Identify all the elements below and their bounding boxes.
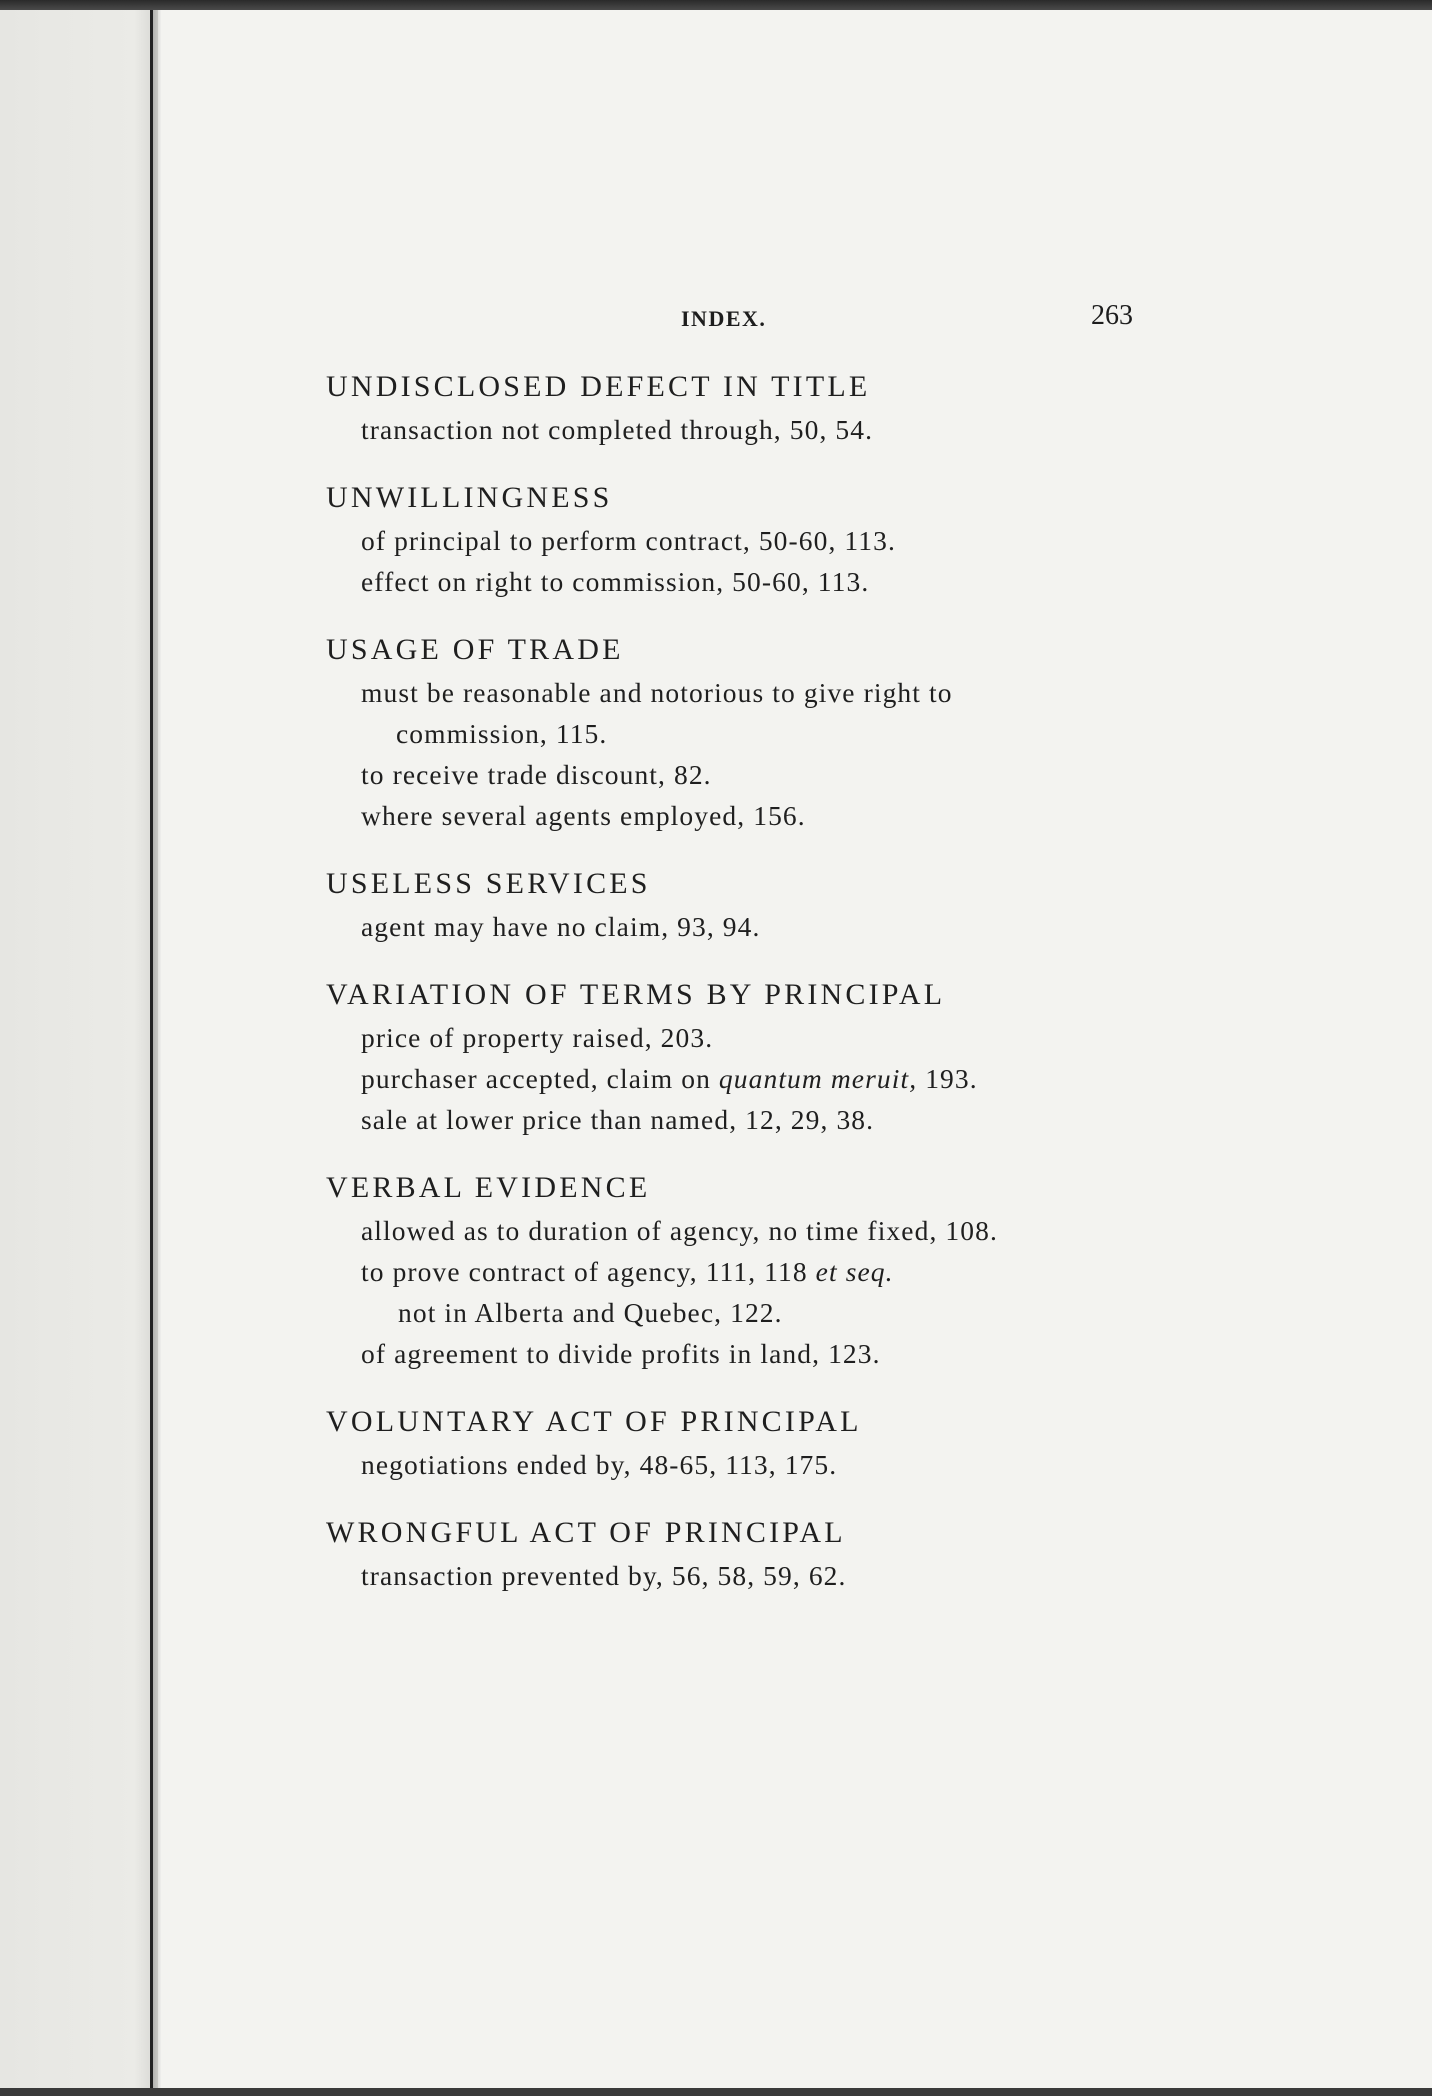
index-heading: USELESS SERVICES: [326, 867, 651, 900]
index-subentry: price of property raised, 203.: [361, 1022, 714, 1053]
index-subentry: of agreement to divide profits in land, 123.: [361, 1338, 881, 1369]
spine-shadow: [153, 10, 161, 2088]
index-entry: [326, 365, 1326, 450]
index-entry: [326, 476, 1326, 602]
index-entry: [326, 1511, 1326, 1596]
index-subentry: must be reasonable and notorious to give right to: [361, 677, 953, 708]
index-subentry: where several agents employed, 156.: [361, 800, 806, 831]
facing-page-edge: [0, 10, 158, 2088]
index-entry: [326, 628, 1326, 836]
index-subentry: of principal to perform contract, 50-60, 113.: [361, 525, 896, 556]
index-heading: WRONGFUL ACT OF PRINCIPAL: [326, 1516, 846, 1549]
index-subentry: negotiations ended by, 48-65, 113, 175.: [361, 1449, 838, 1480]
index-entry: [326, 973, 1326, 1140]
index-heading: VERBAL EVIDENCE: [326, 1171, 651, 1204]
index-subentry: transaction not completed through, 50, 54.: [361, 414, 874, 445]
subentry-text: purchaser accepted, claim on: [361, 1063, 719, 1094]
page-number: 263: [1091, 300, 1133, 331]
index-nested-subentry: not in Alberta and Quebec, 122.: [398, 1297, 783, 1328]
running-head-title: INDEX.: [681, 306, 767, 331]
index-heading: VARIATION OF TERMS BY PRINCIPAL: [326, 978, 946, 1011]
index-body: [326, 365, 1326, 1622]
index-subentry: sale at lower price than named, 12, 29, 38.: [361, 1104, 875, 1135]
index-entry: [326, 1400, 1326, 1485]
subentry-text: 193.: [917, 1063, 978, 1094]
index-subentry: [326, 1058, 1326, 1099]
index-entry: [326, 862, 1326, 947]
subentry-italic-term: quantum meruit,: [718, 1063, 918, 1094]
index-subentry: to receive trade discount, 82.: [361, 759, 712, 790]
index-heading: UNDISCLOSED DEFECT IN TITLE: [326, 370, 871, 403]
index-subentry: agent may have no claim, 93, 94.: [361, 911, 761, 942]
index-subentry-continuation: commission, 115.: [396, 718, 608, 749]
index-subentry: allowed as to duration of agency, no time fixed, 108.: [361, 1215, 998, 1246]
index-subentry: effect on right to commission, 50-60, 113.: [361, 566, 870, 597]
index-subentry: [326, 1251, 1326, 1292]
subentry-italic-term: et seq.: [815, 1256, 894, 1287]
index-heading: UNWILLINGNESS: [326, 481, 613, 514]
index-entry: [326, 1166, 1326, 1374]
scan-top-edge: [0, 0, 1432, 10]
subentry-text: to prove contract of agency, 111, 118: [361, 1256, 816, 1287]
index-heading: USAGE OF TRADE: [326, 633, 624, 666]
book-page: [161, 10, 1432, 2088]
index-subentry: transaction prevented by, 56, 58, 59, 62.: [361, 1560, 847, 1591]
index-heading: VOLUNTARY ACT OF PRINCIPAL: [326, 1405, 862, 1438]
scan-bottom-edge: [0, 2088, 1432, 2096]
running-head: [161, 300, 1432, 340]
